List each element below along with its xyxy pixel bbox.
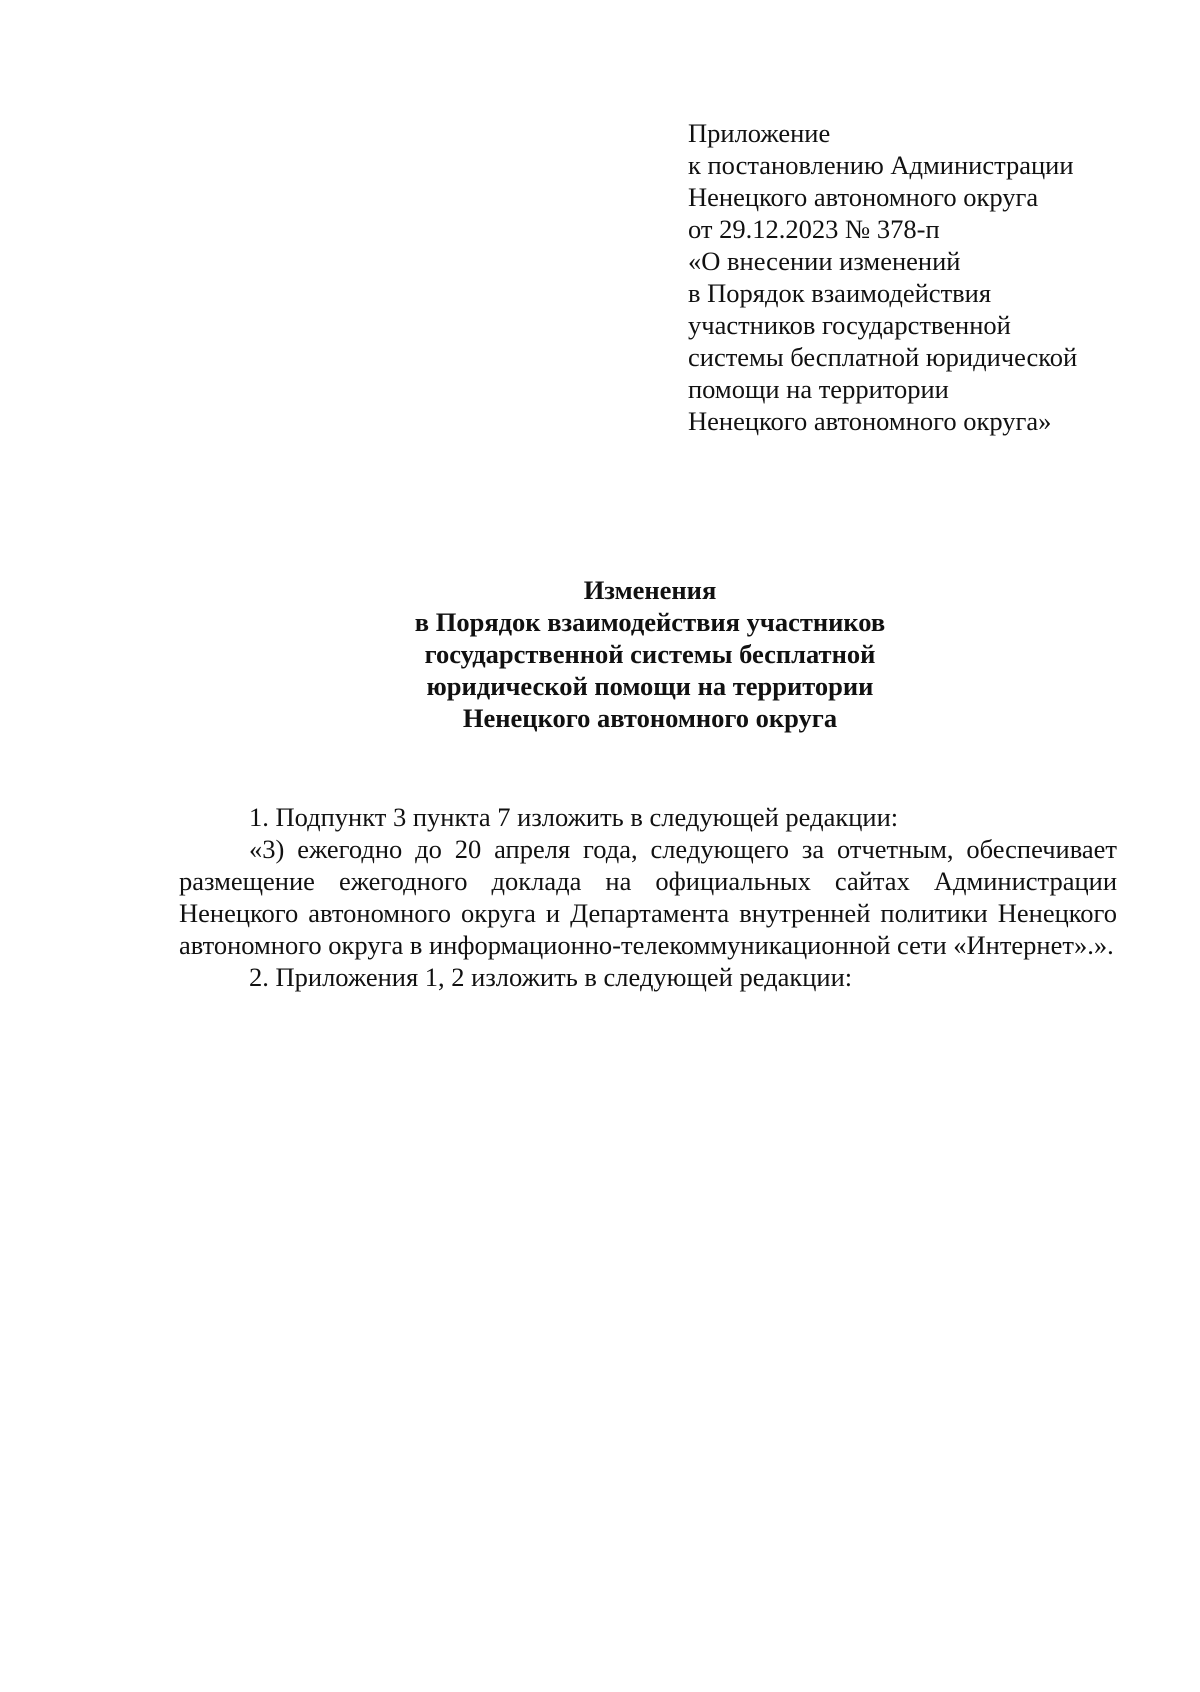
title-line: государственной системы бесплатной [424, 639, 876, 669]
title-line: юридической помощи на территории [426, 671, 874, 701]
appendix-line: Ненецкого автономного округа» [688, 406, 1052, 436]
appendix-line: помощи на территории [688, 374, 949, 404]
appendix-line: Приложение [688, 118, 831, 148]
paragraph: 2. Приложения 1, 2 изложить в следующей редакции: [249, 962, 853, 992]
title-line: в Порядок взаимодействия участников [414, 607, 886, 637]
title-line: Изменения [583, 575, 717, 605]
appendix-line: Ненецкого автономного округа [688, 182, 1039, 212]
appendix-line: от 29.12.2023 № 378-п [688, 214, 940, 244]
title-line: Ненецкого автономного округа [462, 703, 838, 733]
appendix-line: в Порядок взаимодействия [688, 278, 992, 308]
appendix-line: к постановлению Администрации [688, 150, 1074, 180]
document-title [180, 574, 1120, 734]
appendix-line: участников государственной [688, 310, 1011, 340]
document-body [179, 801, 1117, 993]
appendix-line: «О внесении изменений [688, 246, 961, 276]
paragraph: «3) ежегодно до 20 апреля года, следующего за отчетным, обеспечивает размещение ежегодного доклада на официальных сайтах Администрации Ненецкого автономного округа и Департамента внутренней политики Ненецкого автономного округа в информационно-телекоммуникационной сети «Интернет».». [179, 834, 1117, 960]
appendix-line: системы бесплатной юридической [688, 342, 1078, 372]
paragraph: 1. Подпункт 3 пункта 7 изложить в следующей редакции: [249, 802, 899, 832]
appendix-header [688, 117, 1168, 437]
